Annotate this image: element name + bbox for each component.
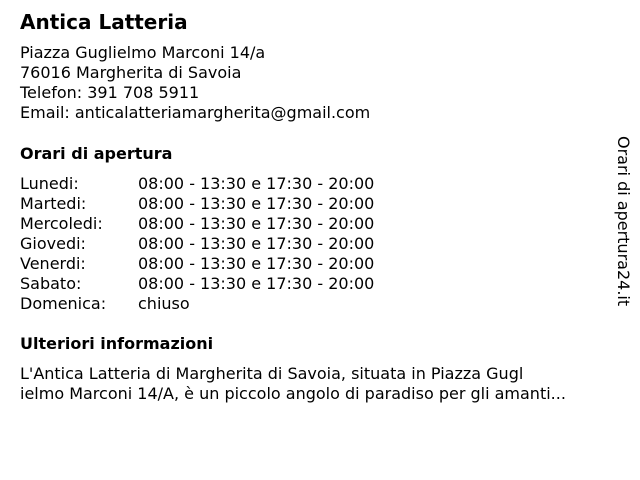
hours-day: Venerdi: bbox=[20, 254, 86, 273]
hours-day: Giovedi: bbox=[20, 234, 86, 253]
hours-row bbox=[20, 254, 374, 274]
opening-hours-heading: Orari di apertura bbox=[20, 144, 173, 163]
opening-hours-table bbox=[20, 174, 374, 314]
hours-time: 08:00 - 13:30 e 17:30 - 20:00 bbox=[138, 214, 375, 233]
business-contact bbox=[20, 43, 370, 123]
phone-number: Telefon: 391 708 5911 bbox=[20, 83, 200, 102]
address-city: 76016 Margherita di Savoia bbox=[20, 63, 242, 82]
hours-time: chiuso bbox=[138, 294, 190, 313]
hours-day: Sabato: bbox=[20, 274, 82, 293]
hours-time: 08:00 - 13:30 e 17:30 - 20:00 bbox=[138, 174, 375, 193]
hours-row bbox=[20, 294, 374, 314]
site-brand-vertical: Orari di apertura24.it bbox=[614, 136, 633, 307]
hours-row bbox=[20, 234, 374, 254]
further-info-heading: Ulteriori informazioni bbox=[20, 334, 214, 353]
business-name: Antica Latteria bbox=[20, 10, 188, 34]
hours-row bbox=[20, 214, 374, 234]
further-info-text bbox=[20, 364, 620, 404]
hours-row bbox=[20, 274, 374, 294]
hours-row bbox=[20, 174, 374, 194]
hours-day: Domenica: bbox=[20, 294, 107, 313]
hours-time: 08:00 - 13:30 e 17:30 - 20:00 bbox=[138, 274, 375, 293]
info-line: ielmo Marconi 14/A, è un piccolo angolo di paradiso per gli amanti... bbox=[20, 384, 566, 403]
address-street: Piazza Guglielmo Marconi 14/a bbox=[20, 43, 266, 62]
hours-day: Mercoledi: bbox=[20, 214, 103, 233]
hours-row bbox=[20, 194, 374, 214]
hours-time: 08:00 - 13:30 e 17:30 - 20:00 bbox=[138, 234, 375, 253]
info-line: L'Antica Latteria di Margherita di Savoia, situata in Piazza Gugl bbox=[20, 364, 524, 383]
hours-day: Martedi: bbox=[20, 194, 87, 213]
hours-day: Lunedi: bbox=[20, 174, 79, 193]
hours-time: 08:00 - 13:30 e 17:30 - 20:00 bbox=[138, 194, 375, 213]
hours-time: 08:00 - 13:30 e 17:30 - 20:00 bbox=[138, 254, 375, 273]
email-address: Email: anticalatteriamargherita@gmail.com bbox=[20, 103, 371, 122]
